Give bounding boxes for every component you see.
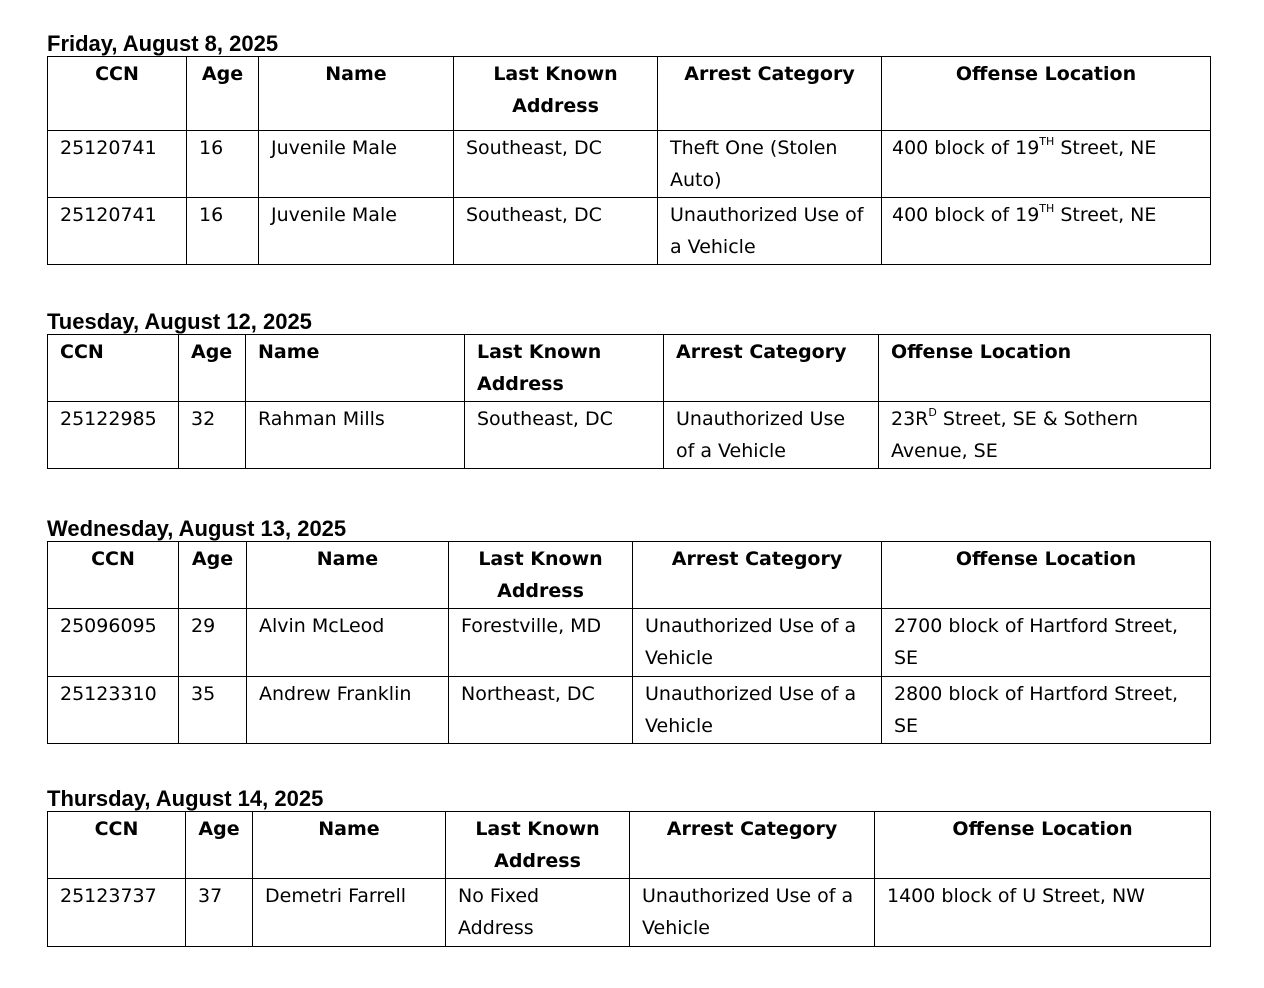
- column-header-arrest-category: Arrest Category: [664, 335, 879, 402]
- arrest-table: [47, 56, 1211, 265]
- cell-arrest-category: Unauthorized Use of a Vehicle: [658, 198, 882, 265]
- cell-ccn: 25123737: [48, 879, 186, 947]
- arrest-section-aug-13: [47, 517, 1210, 744]
- cell-ccn: 25096095: [48, 609, 179, 677]
- table-row: [48, 677, 1211, 744]
- table-header-row: [48, 542, 1211, 609]
- cell-offense-location: 2700 block of Hartford Street, SE: [882, 609, 1211, 677]
- column-header-name: Name: [259, 57, 454, 131]
- cell-age: 29: [179, 609, 247, 677]
- table-header-row: [48, 335, 1211, 402]
- cell-ccn: 25122985: [48, 402, 179, 469]
- cell-address: No Fixed Address: [446, 879, 630, 947]
- column-header-age: Age: [187, 57, 259, 131]
- cell-age: 37: [186, 879, 253, 947]
- column-header-ccn: CCN: [48, 542, 179, 609]
- cell-address: Southeast, DC: [454, 131, 658, 198]
- column-header-arrest-category: Arrest Category: [633, 542, 882, 609]
- arrest-table: [47, 334, 1211, 469]
- cell-age: 32: [179, 402, 246, 469]
- cell-age: 16: [187, 198, 259, 265]
- ordinal-suffix: TH: [1039, 134, 1055, 148]
- cell-name: Juvenile Male: [259, 131, 454, 198]
- cell-arrest-category: Unauthorized Use of a Vehicle: [633, 609, 882, 677]
- table-row: [48, 402, 1211, 469]
- cell-arrest-category: Theft One (Stolen Auto): [658, 131, 882, 198]
- cell-address: Southeast, DC: [465, 402, 664, 469]
- cell-ccn: 25120741: [48, 198, 187, 265]
- cell-address: Northeast, DC: [449, 677, 633, 744]
- column-header-arrest-category: Arrest Category: [658, 57, 882, 131]
- cell-age: 35: [179, 677, 247, 744]
- column-header-name: Name: [247, 542, 449, 609]
- column-header-address: Last Known Address: [446, 812, 630, 879]
- table-header-row: [48, 812, 1211, 879]
- table-row: [48, 131, 1211, 198]
- section-date-heading: Wednesday, August 13, 2025: [47, 516, 347, 541]
- table-row: [48, 879, 1211, 947]
- location-text: Street, SE & Sothern Avenue, SE: [891, 408, 1139, 462]
- column-header-name: Name: [246, 335, 465, 402]
- location-text: 400 block of 19: [892, 137, 1040, 159]
- section-date-heading: Tuesday, August 12, 2025: [47, 309, 312, 334]
- column-header-age: Age: [179, 335, 246, 402]
- cell-offense-location: 1400 block of U Street, NW: [875, 879, 1211, 947]
- location-text: 23R: [891, 408, 929, 430]
- column-header-age: Age: [186, 812, 253, 879]
- column-header-name: Name: [253, 812, 446, 879]
- column-header-address: Last Known Address: [465, 335, 664, 402]
- cell-offense-location: 2800 block of Hartford Street, SE: [882, 677, 1211, 744]
- column-header-offense-location: Offense Location: [879, 335, 1211, 402]
- cell-ccn: 25120741: [48, 131, 187, 198]
- cell-offense-location: [879, 402, 1211, 469]
- column-header-ccn: CCN: [48, 335, 179, 402]
- location-text: Street, NE: [1054, 137, 1157, 159]
- cell-ccn: 25123310: [48, 677, 179, 744]
- cell-arrest-category: Unauthorized Use of a Vehicle: [633, 677, 882, 744]
- column-header-offense-location: Offense Location: [882, 57, 1211, 131]
- arrest-table: [47, 541, 1211, 744]
- cell-arrest-category: Unauthorized Use of a Vehicle: [630, 879, 875, 947]
- cell-name: Demetri Farrell: [253, 879, 446, 947]
- column-header-ccn: CCN: [48, 57, 187, 131]
- cell-name: Alvin McLeod: [247, 609, 449, 677]
- arrest-table: [47, 811, 1211, 947]
- table-row: [48, 198, 1211, 265]
- ordinal-suffix: D: [928, 405, 937, 419]
- table-header-row: [48, 57, 1211, 131]
- location-text: 400 block of 19: [892, 204, 1040, 226]
- column-header-arrest-category: Arrest Category: [630, 812, 875, 879]
- cell-address: Forestville, MD: [449, 609, 633, 677]
- column-header-ccn: CCN: [48, 812, 186, 879]
- column-header-offense-location: Offense Location: [882, 542, 1211, 609]
- column-header-age: Age: [179, 542, 247, 609]
- section-date-heading: Friday, August 8, 2025: [47, 31, 279, 56]
- section-date-heading: Thursday, August 14, 2025: [47, 786, 324, 811]
- arrest-section-aug-8: [47, 32, 1210, 265]
- cell-offense-location: [882, 131, 1211, 198]
- cell-name: Rahman Mills: [246, 402, 465, 469]
- arrest-section-aug-14: [47, 787, 1210, 947]
- cell-arrest-category: Unauthorized Use of a Vehicle: [664, 402, 879, 469]
- column-header-offense-location: Offense Location: [875, 812, 1211, 879]
- cell-offense-location: [882, 198, 1211, 265]
- cell-name: Andrew Franklin: [247, 677, 449, 744]
- arrest-section-aug-12: [47, 310, 1210, 469]
- location-text: Street, NE: [1054, 204, 1157, 226]
- ordinal-suffix: TH: [1039, 201, 1055, 215]
- cell-address: Southeast, DC: [454, 198, 658, 265]
- cell-age: 16: [187, 131, 259, 198]
- cell-name: Juvenile Male: [259, 198, 454, 265]
- column-header-address: Last Known Address: [449, 542, 633, 609]
- table-row: [48, 609, 1211, 677]
- column-header-address: Last Known Address: [454, 57, 658, 131]
